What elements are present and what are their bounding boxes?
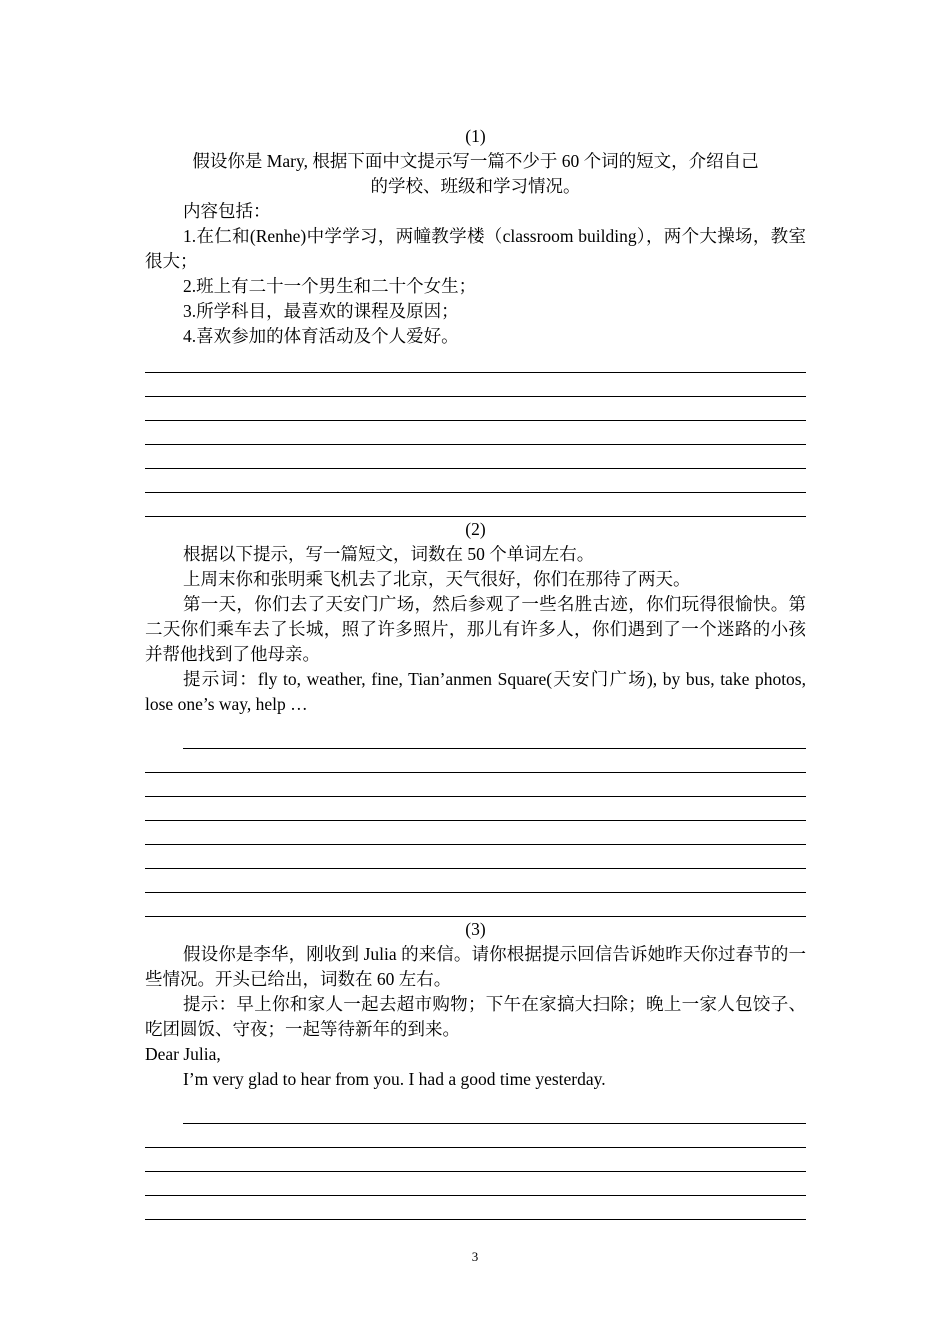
letter-salutation: Dear Julia, [145,1044,221,1064]
page-number: 3 [471,1249,479,1264]
answer-line[interactable] [145,373,806,397]
section-1-intro [145,149,806,199]
section-2-hint-words: 提示词：fly to, weather, fine, Tian’anmen Square(天安门广场), by bus, take photos, lose one’s way, help … [145,669,806,714]
section-1-item: 3.所学科目，最喜欢的课程及原因； [183,301,459,321]
section-2-number: (2) [465,519,486,539]
section-2-answer-area[interactable] [145,725,806,917]
answer-line[interactable] [145,893,806,917]
section-2-para: 根据以下提示，写一篇短文，词数在 50 个单词左右。 [183,544,595,564]
answer-line[interactable] [145,445,806,469]
section-3-para: 假设你是李华，刚收到 Julia 的来信。请你根据提示回信告诉她昨天你过春节的一些情况。开头已给出，词数在 60 左右。 [145,944,806,989]
section-1-number: (1) [465,126,486,146]
answer-line[interactable] [145,821,806,845]
section-3-number: (3) [465,919,486,939]
answer-line[interactable] [183,1100,806,1124]
answer-line[interactable] [145,1172,806,1196]
answer-line[interactable] [145,1124,806,1148]
section-1-item: 4.喜欢参加的体育活动及个人爱好。 [183,326,459,346]
section-1-intro-line-b: 的学校、班级和学习情况。 [370,176,581,196]
answer-line[interactable] [145,397,806,421]
section-3-answer-area[interactable] [145,1100,806,1220]
section-1-content-label: 内容包括： [183,201,271,221]
answer-line[interactable] [145,1148,806,1172]
answer-line[interactable] [145,493,806,517]
answer-line[interactable] [145,797,806,821]
section-1-item: 1.在仁和(Renhe)中学学习，两幢教学楼（classroom building），两个大操场，教室很大； [145,226,806,271]
answer-line[interactable] [145,845,806,869]
answer-line[interactable] [183,725,806,749]
section-1-answer-area[interactable] [145,349,806,517]
letter-opening: I’m very glad to hear from you. I had a good time yesterday. [183,1069,606,1089]
answer-line[interactable] [145,469,806,493]
section-2-para: 第一天，你们去了天安门广场，然后参观了一些名胜古迹，你们玩得很愉快。第二天你们乘车去了长城，照了许多照片，那儿有许多人，你们遇到了一个迷路的小孩并帮他找到了他母亲。 [145,594,806,664]
answer-line[interactable] [145,421,806,445]
section-1-item: 2.班上有二十一个男生和二十个女生； [183,276,477,296]
worksheet-page [145,124,806,1220]
section-2-para: 上周末你和张明乘飞机去了北京，天气很好，你们在那待了两天。 [183,569,691,589]
answer-line[interactable] [145,349,806,373]
section-1-intro-line-a: 假设你是 Mary, 根据下面中文提示写一篇不少于 60 个词的短文，介绍自己 [192,151,759,171]
section-3-hint: 提示：早上你和家人一起去超市购物；下午在家搞大扫除；晚上一家人包饺子、吃团圆饭、守夜；一起等待新年的到来。 [145,994,806,1039]
answer-line[interactable] [145,1196,806,1220]
answer-line[interactable] [145,869,806,893]
answer-line[interactable] [145,749,806,773]
answer-line[interactable] [145,773,806,797]
